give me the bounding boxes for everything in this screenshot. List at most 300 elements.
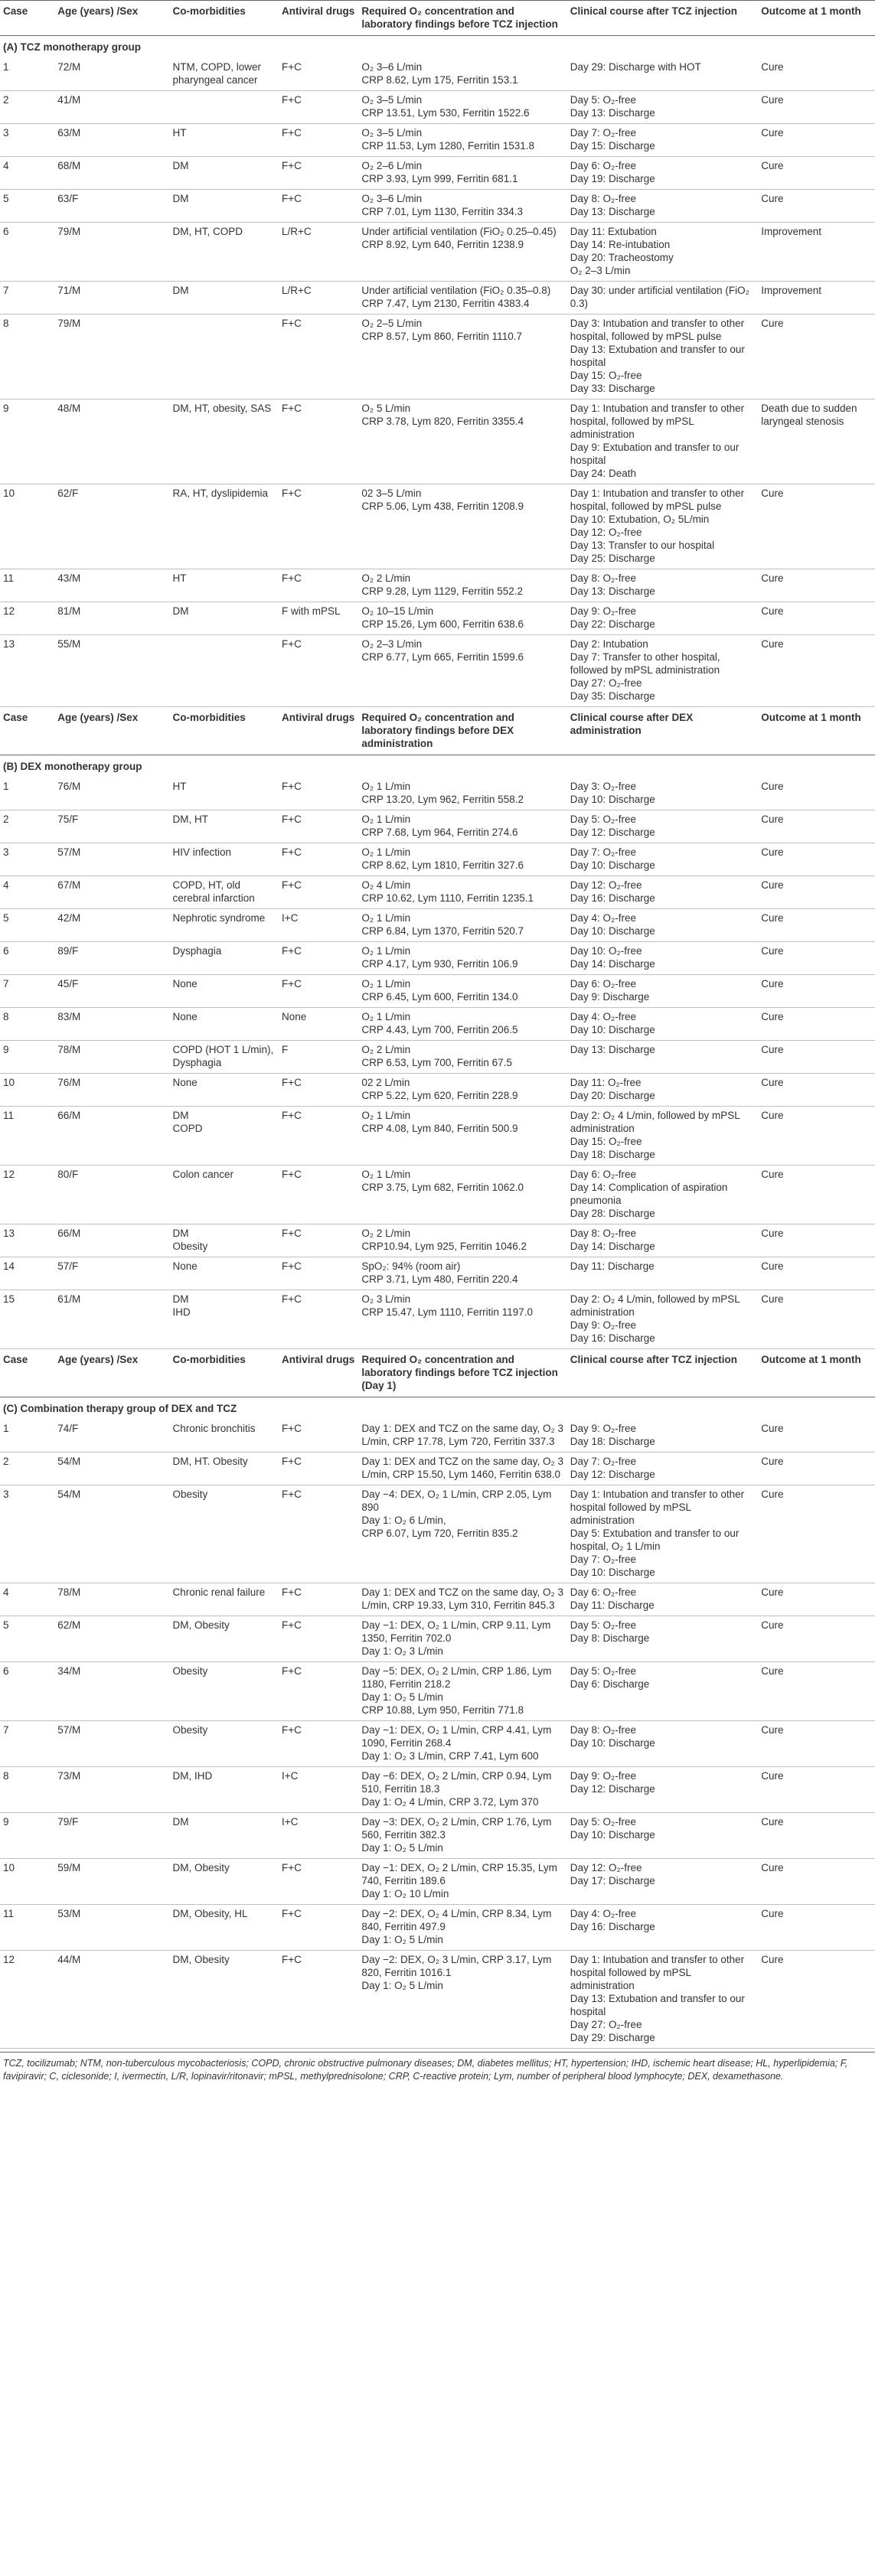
- comorbidities-cell-line: DM: [172, 1228, 189, 1239]
- course-cell-line: Day 14: Discharge: [570, 1241, 655, 1252]
- course-cell-line: Day 15: O₂-free: [570, 370, 642, 381]
- antiviral-cell: F+C: [282, 1228, 302, 1239]
- antiviral-cell: F: [282, 1044, 289, 1055]
- comorbidities-cell-line: DM, HT: [172, 814, 208, 825]
- labs-cell: [358, 602, 566, 635]
- labs-cell-line: Day 1: O₂ 5 L/min: [361, 1842, 443, 1854]
- course-cell-line: Day 10: Discharge: [570, 1567, 655, 1578]
- age-sex-cell: 42/M: [57, 912, 81, 924]
- case-cell: 7: [3, 1724, 9, 1736]
- age-sex-cell: 79/M: [57, 226, 81, 237]
- labs-cell: [358, 975, 566, 1008]
- case-cell: 11: [3, 1110, 15, 1121]
- age-sex-cell: 44/M: [57, 1954, 81, 1965]
- age-sex-cell: 66/M: [57, 1110, 81, 1121]
- comorbidities-cell-line: Obesity: [172, 1665, 208, 1677]
- outcome-cell: Cure: [761, 846, 784, 858]
- case-cell: 6: [3, 226, 9, 237]
- antiviral-cell: F+C: [282, 1260, 302, 1272]
- comorbidities-cell-line: COPD, HT, old cerebral infarction: [172, 879, 255, 904]
- antiviral-cell: F+C: [282, 1665, 302, 1677]
- labs-cell: [358, 635, 566, 707]
- age-sex-cell: 54/M: [57, 1456, 81, 1467]
- course-cell: [567, 1257, 758, 1290]
- case-cell: 1: [3, 781, 9, 792]
- outcome-cell: Cure: [761, 912, 784, 924]
- labs-cell: [358, 1813, 566, 1859]
- labs-cell: [358, 909, 566, 942]
- course-cell: [567, 1008, 758, 1041]
- labs-cell-line: O₂ 2–6 L/min: [361, 160, 423, 171]
- course-cell-line: Day 14: Re-intubation: [570, 239, 671, 250]
- outcome-cell: Cure: [761, 1456, 784, 1467]
- header-labs: Required O₂ concentration and laboratory findings before TCZ injection: [361, 5, 558, 30]
- course-cell: [567, 1224, 758, 1257]
- comorbidities-cell: [169, 399, 279, 484]
- course-cell-line: Day 28: Discharge: [570, 1208, 655, 1219]
- course-cell-line: Day 5: O₂-free: [570, 1665, 637, 1677]
- course-cell-line: Day 9: Discharge: [570, 991, 650, 1003]
- header-outcome: Outcome at 1 month: [761, 712, 861, 723]
- table-header-tcz: [0, 1, 875, 36]
- course-cell-line: Day 13: Extubation and transfer to our hospital: [570, 344, 745, 368]
- case-cell: 7: [3, 285, 9, 296]
- course-cell: [567, 1583, 758, 1616]
- course-cell: [567, 975, 758, 1008]
- case-cell: 11: [3, 1908, 15, 1919]
- outcome-cell: Improvement: [761, 226, 821, 237]
- labs-cell-line: Day −6: DEX, O₂ 2 L/min, CRP 0.94, Lym 510, Ferritin 18.3: [361, 1770, 552, 1795]
- table-row: [0, 1616, 875, 1662]
- comorbidities-cell-line: DM, Obesity: [172, 1619, 230, 1631]
- course-cell: [567, 1859, 758, 1905]
- labs-cell: [358, 1721, 566, 1767]
- labs-cell-line: Day 1: O₂ 5 L/min: [361, 1980, 443, 1991]
- course-cell: [567, 810, 758, 843]
- labs-cell-line: 02 3–5 L/min: [361, 487, 422, 499]
- antiviral-cell: F+C: [282, 1456, 302, 1467]
- case-cell: 1: [3, 61, 9, 73]
- age-sex-cell: 55/M: [57, 638, 81, 650]
- outcome-cell: Cure: [761, 1228, 784, 1239]
- labs-cell: [358, 1662, 566, 1721]
- age-sex-cell: 79/F: [57, 1816, 79, 1828]
- table-row: [0, 1224, 875, 1257]
- course-cell-line: Day 3: O₂-free: [570, 781, 637, 792]
- outcome-cell: Cure: [761, 1260, 784, 1272]
- antiviral-cell: F+C: [282, 1724, 302, 1736]
- labs-cell-line: CRP 4.43, Lym 700, Ferritin 206.5: [361, 1024, 518, 1035]
- table-row: [0, 315, 875, 399]
- antiviral-cell: F+C: [282, 638, 302, 650]
- labs-cell: [358, 91, 566, 124]
- labs-cell-line: CRP 11.53, Lym 1280, Ferritin 1531.8: [361, 140, 534, 152]
- course-cell-line: Day 20: Tracheostomy: [570, 252, 674, 263]
- table-row: [0, 909, 875, 942]
- course-cell-line: Day 27: O₂-free: [570, 2019, 642, 2030]
- course-cell: [567, 315, 758, 399]
- labs-cell-line: 02 2 L/min: [361, 1077, 410, 1088]
- antiviral-cell: F+C: [282, 160, 302, 171]
- course-cell: [567, 1166, 758, 1224]
- comorbidities-cell: [169, 282, 279, 315]
- outcome-cell: Cure: [761, 1816, 784, 1828]
- comorbidities-cell: [169, 190, 279, 223]
- case-cell: 15: [3, 1293, 15, 1305]
- course-cell-line: Day 10: Discharge: [570, 1024, 655, 1035]
- labs-cell-line: Day 1: DEX and TCZ on the same day, O₂ 3 L/min, CRP 17.78, Lym 720, Ferritin 337.3: [361, 1423, 563, 1447]
- labs-cell-line: Under artificial ventilation (FiO₂ 0.25–0.45): [361, 226, 557, 237]
- course-cell: [567, 124, 758, 157]
- labs-cell: [358, 190, 566, 223]
- labs-cell-line: O₂ 3 L/min: [361, 1293, 411, 1305]
- labs-cell: [358, 1008, 566, 1041]
- outcome-cell: Cure: [761, 487, 784, 499]
- table-row: [0, 399, 875, 484]
- table-row: [0, 1721, 875, 1767]
- course-cell-line: Day 8: O₂-free: [570, 1724, 637, 1736]
- course-cell-line: Day 29: Discharge with HOT: [570, 61, 701, 73]
- course-cell-line: Day 9: O₂-free: [570, 605, 637, 617]
- course-cell: [567, 1905, 758, 1951]
- age-sex-cell: 45/F: [57, 978, 79, 990]
- labs-cell-line: Day 1: O₂ 3 L/min, CRP 7.41, Lym 600: [361, 1750, 539, 1762]
- comorbidities-cell-line: IHD: [172, 1306, 191, 1318]
- header-case: Case: [3, 712, 28, 723]
- course-cell-line: Day 2: O₂ 4 L/min, followed by mPSL administration: [570, 1293, 740, 1318]
- age-sex-cell: 68/M: [57, 160, 81, 171]
- course-cell-line: Day 8: O₂-free: [570, 193, 637, 204]
- course-cell-line: Day 10: Discharge: [570, 794, 655, 805]
- antiviral-cell: F+C: [282, 978, 302, 990]
- course-cell: [567, 942, 758, 975]
- age-sex-cell: 34/M: [57, 1665, 81, 1677]
- labs-cell-line: Day 1: O₂ 6 L/min,: [361, 1515, 446, 1526]
- table-row: [0, 1008, 875, 1041]
- course-cell: [567, 569, 758, 602]
- labs-cell: [358, 778, 566, 810]
- antiviral-cell: F+C: [282, 1862, 302, 1873]
- section-dex: [0, 755, 875, 1349]
- antiviral-cell: L/R+C: [282, 285, 312, 296]
- labs-cell-line: CRP 6.77, Lym 665, Ferritin 1599.6: [361, 651, 524, 663]
- case-cell: 9: [3, 1044, 9, 1055]
- course-cell: [567, 1107, 758, 1166]
- course-cell: [567, 58, 758, 91]
- age-sex-cell: 41/M: [57, 94, 81, 106]
- labs-cell-line: CRP 15.26, Lym 600, Ferritin 638.6: [361, 618, 524, 630]
- course-cell-line: Day 15: O₂-free: [570, 1136, 642, 1147]
- case-cell: 8: [3, 1770, 9, 1782]
- case-cell: 3: [3, 846, 9, 858]
- table-row: [0, 1662, 875, 1721]
- age-sex-cell: 53/M: [57, 1908, 81, 1919]
- course-cell-line: Day 5: O₂-free: [570, 94, 637, 106]
- antiviral-cell: F with mPSL: [282, 605, 341, 617]
- comorbidities-cell: [169, 1041, 279, 1074]
- labs-cell-line: Day 1: DEX and TCZ on the same day, O₂ 3 L/min, CRP 19.33, Lym 310, Ferritin 845.3: [361, 1586, 563, 1611]
- comorbidities-cell-line: None: [172, 1011, 198, 1022]
- comorbidities-cell-line: DM: [172, 1293, 189, 1305]
- case-cell: 8: [3, 1011, 9, 1022]
- course-cell-line: Day 6: O₂-free: [570, 1586, 637, 1598]
- course-cell-line: Day 2: Intubation: [570, 638, 648, 650]
- course-cell-line: Day 10: Extubation, O₂ 5L/min: [570, 514, 710, 525]
- case-cell: 3: [3, 127, 9, 139]
- age-sex-cell: 48/M: [57, 403, 81, 414]
- course-cell-line: Day 10: Discharge: [570, 859, 655, 871]
- course-cell-line: Day 10: O₂-free: [570, 945, 642, 957]
- labs-cell-line: CRP 9.28, Lym 1129, Ferritin 552.2: [361, 585, 523, 597]
- outcome-cell: Cure: [761, 1770, 784, 1782]
- outcome-cell: Death due to sudden laryngeal stenosis: [761, 403, 857, 427]
- labs-cell-line: CRP 8.92, Lym 640, Ferritin 1238.9: [361, 239, 524, 250]
- age-sex-cell: 79/M: [57, 318, 81, 329]
- case-cell: 6: [3, 945, 9, 957]
- comorbidities-cell: [169, 602, 279, 635]
- case-cell: 12: [3, 1954, 15, 1965]
- course-cell-line: Day 8: Discharge: [570, 1632, 650, 1644]
- table-row: [0, 778, 875, 810]
- age-sex-cell: 67/M: [57, 879, 81, 891]
- comorbidities-cell: [169, 315, 279, 399]
- antiviral-cell: F+C: [282, 1489, 302, 1500]
- comorbidities-cell-line: HT: [172, 781, 187, 792]
- comorbidities-cell-line: Obesity: [172, 1489, 208, 1500]
- labs-cell: [358, 1905, 566, 1951]
- comorbidities-cell-line: DM, Obesity: [172, 1862, 230, 1873]
- labs-cell-line: O₂ 1 L/min: [361, 1169, 411, 1180]
- table-row: [0, 569, 875, 602]
- comorbidities-cell: [169, 942, 279, 975]
- course-cell: [567, 1721, 758, 1767]
- header-age-sex: Age (years) /Sex: [57, 5, 139, 17]
- outcome-cell: Cure: [761, 1077, 784, 1088]
- course-cell-line: Day 12: O₂-free: [570, 879, 642, 891]
- header-course: Clinical course after TCZ injection: [570, 1354, 738, 1365]
- labs-cell-line: CRP 8.62, Lym 175, Ferritin 153.1: [361, 74, 518, 86]
- labs-cell-line: O₂ 1 L/min: [361, 1110, 411, 1121]
- labs-cell-line: CRP 15.47, Lym 1110, Ferritin 1197.0: [361, 1306, 533, 1318]
- course-cell-line: Day 10: Discharge: [570, 925, 655, 937]
- header-comorbidities: Co-morbidities: [172, 712, 246, 723]
- labs-cell-line: O₂ 2 L/min: [361, 572, 411, 584]
- labs-cell-line: Day −2: DEX, O₂ 4 L/min, CRP 8.34, Lym 840, Ferritin 497.9: [361, 1908, 552, 1932]
- labs-cell-line: Day 1: DEX and TCZ on the same day, O₂ 3 L/min, CRP 15.50, Lym 1460, Ferritin 638.0: [361, 1456, 563, 1480]
- course-cell-line: Day 10: Discharge: [570, 1829, 655, 1841]
- antiviral-cell: I+C: [282, 1816, 299, 1828]
- labs-cell-line: Day −5: DEX, O₂ 2 L/min, CRP 1.86, Lym 1180, Ferritin 218.2: [361, 1665, 552, 1690]
- labs-cell-line: O₂ 1 L/min: [361, 945, 411, 957]
- course-cell-line: O₂ 2–3 L/min: [570, 265, 631, 276]
- case-cell: 1: [3, 1423, 9, 1434]
- antiviral-cell: I+C: [282, 1770, 299, 1782]
- course-cell-line: Day 17: Discharge: [570, 1875, 655, 1886]
- outcome-cell: Cure: [761, 1044, 784, 1055]
- course-cell-line: Day 7: O₂-free: [570, 846, 637, 858]
- age-sex-cell: 81/M: [57, 605, 81, 617]
- outcome-cell: Cure: [761, 318, 784, 329]
- labs-cell-line: CRP 3.78, Lym 820, Ferritin 3355.4: [361, 416, 524, 427]
- course-cell-line: Day 1: Intubation and transfer to other hospital followed by mPSL administration: [570, 1489, 745, 1526]
- section-title: (B) DEX monotherapy group: [3, 761, 142, 772]
- table-row: [0, 975, 875, 1008]
- comorbidities-cell: [169, 876, 279, 909]
- course-cell-line: Day 9: O₂-free: [570, 1423, 637, 1434]
- comorbidities-cell-line: HT: [172, 127, 187, 139]
- table-row: [0, 1166, 875, 1224]
- age-sex-cell: 62/M: [57, 1619, 81, 1631]
- course-cell-line: Day 11: Discharge: [570, 1260, 655, 1272]
- case-cell: 10: [3, 1862, 15, 1873]
- comorbidities-cell-line: Dysphagia: [172, 945, 222, 957]
- comorbidities-cell: [169, 1290, 279, 1349]
- age-sex-cell: 71/M: [57, 285, 81, 296]
- course-cell-line: Day 13: Discharge: [570, 1044, 655, 1055]
- comorbidities-cell: [169, 1257, 279, 1290]
- case-cell: 4: [3, 879, 9, 891]
- comorbidities-cell: [169, 843, 279, 876]
- header-comorbidities: Co-morbidities: [172, 1354, 246, 1365]
- case-cell: 13: [3, 1228, 15, 1239]
- course-cell-line: Day 19: Discharge: [570, 173, 655, 184]
- course-cell-line: Day 9: O₂-free: [570, 1770, 637, 1782]
- labs-cell-line: O₂ 2–5 L/min: [361, 318, 423, 329]
- course-cell-line: Day 8: O₂-free: [570, 572, 637, 584]
- section-title: (C) Combination therapy group of DEX and TCZ: [3, 1403, 237, 1414]
- course-cell-line: Day 13: Transfer to our hospital: [570, 540, 715, 551]
- comorbidities-cell-line: DM: [172, 285, 189, 296]
- labs-cell-line: Day 1: O₂ 5 L/min: [361, 1691, 443, 1703]
- course-cell-line: Day 27: O₂-free: [570, 677, 642, 689]
- outcome-cell: Cure: [761, 605, 784, 617]
- course-cell-line: Day 16: Discharge: [570, 892, 655, 904]
- course-cell-line: Day 11: Discharge: [570, 1599, 655, 1611]
- outcome-cell: Cure: [761, 945, 784, 957]
- age-sex-cell: 63/M: [57, 127, 81, 139]
- table-row: [0, 190, 875, 223]
- table-row: [0, 942, 875, 975]
- comorbidities-cell: [169, 1453, 279, 1485]
- labs-cell-line: CRP 10.88, Lym 950, Ferritin 771.8: [361, 1704, 524, 1716]
- course-cell: [567, 778, 758, 810]
- case-cell: 12: [3, 605, 15, 617]
- course-cell-line: Day 9: O₂-free: [570, 1319, 637, 1331]
- course-cell: [567, 1453, 758, 1485]
- outcome-cell: Cure: [761, 1110, 784, 1121]
- header-outcome: Outcome at 1 month: [761, 5, 861, 17]
- outcome-cell: Cure: [761, 1862, 784, 1873]
- comorbidities-cell-line: DM: [172, 605, 189, 617]
- labs-cell: [358, 1583, 566, 1616]
- antiviral-cell: F+C: [282, 1908, 302, 1919]
- comorbidities-cell: [169, 1905, 279, 1951]
- course-cell-line: Day 30: under artificial ventilation (FiO₂ 0.3): [570, 285, 749, 309]
- age-sex-cell: 74/F: [57, 1423, 79, 1434]
- antiviral-cell: F+C: [282, 318, 302, 329]
- course-cell: [567, 1951, 758, 2049]
- comorbidities-cell-line: DM, Obesity: [172, 1954, 230, 1965]
- labs-cell: [358, 124, 566, 157]
- antiviral-cell: F+C: [282, 572, 302, 584]
- case-cell: 2: [3, 94, 9, 106]
- comorbidities-cell: [169, 1166, 279, 1224]
- labs-cell: [358, 810, 566, 843]
- course-cell: [567, 1616, 758, 1662]
- labs-cell-line: O₂ 1 L/min: [361, 978, 411, 990]
- labs-cell-line: CRP 6.53, Lym 700, Ferritin 67.5: [361, 1057, 512, 1068]
- course-cell-line: Day 13: Discharge: [570, 585, 655, 597]
- case-cell: 5: [3, 912, 9, 924]
- table-row: [0, 635, 875, 707]
- outcome-cell: Cure: [761, 1489, 784, 1500]
- course-cell: [567, 91, 758, 124]
- labs-cell-line: Day −1: DEX, O₂ 2 L/min, CRP 15.35, Lym 740, Ferritin 189.6: [361, 1862, 557, 1886]
- labs-cell: [358, 399, 566, 484]
- table-row: [0, 1951, 875, 2049]
- outcome-cell: Cure: [761, 1011, 784, 1022]
- labs-cell: [358, 1041, 566, 1074]
- outcome-cell: Cure: [761, 1169, 784, 1180]
- antiviral-cell: F+C: [282, 1077, 302, 1088]
- antiviral-cell: F+C: [282, 781, 302, 792]
- comorbidities-cell-line: DM, HT. Obesity: [172, 1456, 248, 1467]
- labs-cell-line: O₂ 10–15 L/min: [361, 605, 434, 617]
- table-row: [0, 91, 875, 124]
- age-sex-cell: 66/M: [57, 1228, 81, 1239]
- case-cell: 2: [3, 1456, 9, 1467]
- labs-cell: [358, 58, 566, 91]
- labs-cell: [358, 1453, 566, 1485]
- labs-cell-line: O₂ 1 L/min: [361, 846, 411, 858]
- course-cell-line: Day 7: Transfer to other hospital, followed by mPSL administration: [570, 651, 720, 676]
- labs-cell: [358, 1485, 566, 1583]
- comorbidities-cell: [169, 1616, 279, 1662]
- header-case: Case: [3, 1354, 28, 1365]
- course-cell-line: Day 16: Discharge: [570, 1332, 655, 1344]
- labs-cell-line: O₂ 1 L/min: [361, 781, 411, 792]
- labs-cell-line: Day 1: O₂ 5 L/min: [361, 1934, 443, 1945]
- labs-cell-line: CRP 5.22, Lym 620, Ferritin 228.9: [361, 1090, 518, 1101]
- age-sex-cell: 76/M: [57, 1077, 81, 1088]
- labs-cell: [358, 1224, 566, 1257]
- course-cell: [567, 1813, 758, 1859]
- age-sex-cell: 80/F: [57, 1169, 79, 1180]
- course-cell: [567, 1767, 758, 1813]
- section-tcz: [0, 36, 875, 707]
- labs-cell-line: O₂ 1 L/min: [361, 814, 411, 825]
- labs-cell-line: Day 1: O₂ 10 L/min: [361, 1888, 449, 1899]
- comorbidities-cell: [169, 1662, 279, 1721]
- table-header-dex: [0, 707, 875, 755]
- table-row: [0, 484, 875, 569]
- comorbidities-cell: [169, 223, 279, 282]
- case-cell: 10: [3, 1077, 15, 1088]
- comorbidities-cell: [169, 91, 279, 124]
- course-cell-line: Day 1: Intubation and transfer to other hospital followed by mPSL administration: [570, 1954, 745, 1991]
- labs-cell-line: O₂ 3–6 L/min: [361, 61, 423, 73]
- labs-cell-line: Day −3: DEX, O₂ 2 L/min, CRP 1.76, Lym 560, Ferritin 382.3: [361, 1816, 552, 1841]
- header-labs: Required O₂ concentration and laboratory findings before DEX administration: [361, 712, 514, 749]
- outcome-cell: Cure: [761, 781, 784, 792]
- case-cell: 3: [3, 1489, 9, 1500]
- comorbidities-cell: [169, 810, 279, 843]
- age-sex-cell: 54/M: [57, 1489, 81, 1500]
- course-cell: [567, 1041, 758, 1074]
- comorbidities-cell: [169, 1813, 279, 1859]
- labs-cell-line: CRP 7.68, Lym 964, Ferritin 274.6: [361, 827, 518, 838]
- course-cell-line: Day 6: O₂-free: [570, 160, 637, 171]
